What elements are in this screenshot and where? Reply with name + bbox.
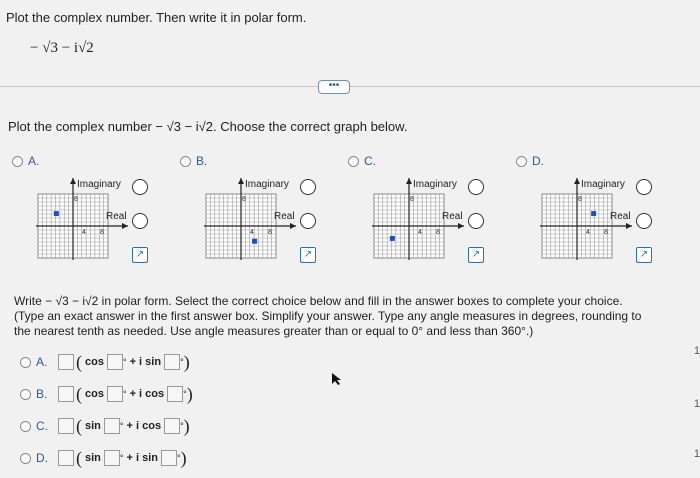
imaginary-axis-label: Imaginary	[413, 179, 457, 190]
part1-instruction: Plot the complex number − √3 − i√2. Choose the correct graph below.	[8, 119, 408, 134]
question-expression: − √3 − i√2	[30, 40, 94, 56]
degree-sign: °	[180, 357, 184, 367]
real-axis-label: Real	[610, 211, 631, 222]
zoom-in-icon[interactable]	[636, 179, 652, 195]
degree-sign: °	[119, 421, 124, 431]
plotted-point	[591, 211, 596, 216]
tick-label: 8	[242, 196, 246, 203]
complex-plane-grid	[204, 176, 344, 296]
open-external-icon[interactable]: ↗	[132, 247, 148, 263]
divider	[0, 86, 700, 87]
tick-label: 8	[100, 229, 104, 236]
more-button[interactable]: •••	[318, 80, 350, 94]
cursor-arrow-icon	[331, 372, 343, 386]
tick-label: 4	[586, 229, 590, 236]
open-paren: (	[76, 383, 82, 404]
polar-choice-row	[20, 384, 193, 404]
edge-number: 1	[693, 448, 700, 460]
plotted-point	[390, 236, 395, 241]
polar-choice-radio[interactable]	[20, 357, 31, 368]
open-external-icon[interactable]: ↗	[468, 247, 484, 263]
close-paren: )	[186, 383, 193, 404]
degree-sign: °	[183, 389, 187, 399]
tick-label: 8	[604, 229, 608, 236]
imaginary-axis-label: Imaginary	[245, 179, 289, 190]
complex-plane-grid	[540, 176, 680, 296]
real-axis-label: Real	[106, 211, 127, 222]
complex-plane-grid	[372, 176, 512, 296]
question-prompt: Plot the complex number. Then write it in polar form.	[6, 10, 307, 25]
graph-option-letter[interactable]: C.	[364, 154, 376, 168]
modulus-input[interactable]	[58, 418, 74, 434]
close-paren: )	[183, 351, 190, 372]
angle-input-1[interactable]	[104, 418, 120, 434]
zoom-in-icon[interactable]	[468, 179, 484, 195]
edge-number: 1	[693, 345, 700, 357]
trig-function-1: sin	[85, 420, 101, 432]
real-axis-label: Real	[274, 211, 295, 222]
degree-sign: °	[177, 453, 181, 463]
angle-input-2[interactable]	[161, 450, 177, 466]
imaginary-axis-label: Imaginary	[581, 179, 625, 190]
angle-input-2[interactable]	[164, 354, 180, 370]
zoom-out-icon[interactable]	[636, 213, 652, 229]
open-external-icon[interactable]: ↗	[636, 247, 652, 263]
trig-function-2: + i sin	[129, 356, 162, 368]
graph-option-plot[interactable]	[204, 176, 344, 296]
angle-input-1[interactable]	[104, 450, 120, 466]
tick-label: 8	[578, 196, 582, 203]
tick-label: 4	[82, 229, 86, 236]
graph-option-letter[interactable]: D.	[532, 154, 544, 168]
degree-sign: °	[119, 453, 124, 463]
trig-function-1: cos	[85, 356, 104, 368]
polar-choice-letter[interactable]: A.	[36, 355, 48, 369]
trig-function-1: sin	[85, 452, 101, 464]
trig-function-1: cos	[85, 388, 104, 400]
part2-line3: the nearest tenth as needed. Use angle measures greater than or equal to 0° and less than 360°.)	[14, 324, 534, 338]
tick-label: 8	[436, 229, 440, 236]
imaginary-axis-label: Imaginary	[77, 179, 121, 190]
part2-line2: (Type an exact answer in the first answer box. Simplify your answer. Type any angle measures in degrees, rounding to	[14, 309, 642, 323]
degree-sign: °	[180, 421, 184, 431]
angle-input-1[interactable]	[107, 386, 123, 402]
zoom-in-icon[interactable]	[300, 179, 316, 195]
close-paren: )	[183, 415, 190, 436]
polar-choice-letter[interactable]: C.	[36, 419, 48, 433]
degree-sign: °	[122, 357, 127, 367]
tick-label: 8	[410, 196, 414, 203]
zoom-out-icon[interactable]	[468, 213, 484, 229]
angle-input-2[interactable]	[167, 386, 183, 402]
open-external-icon[interactable]: ↗	[300, 247, 316, 263]
tick-label: 4	[250, 229, 254, 236]
modulus-input[interactable]	[58, 386, 74, 402]
modulus-input[interactable]	[58, 354, 74, 370]
graph-option-plot[interactable]	[540, 176, 680, 296]
modulus-input[interactable]	[58, 450, 74, 466]
plotted-point	[252, 239, 257, 244]
polar-choice-row	[20, 352, 190, 372]
polar-choice-row	[20, 448, 187, 468]
graph-option-letter[interactable]: B.	[196, 154, 208, 168]
edge-number: 1	[693, 398, 700, 410]
trig-function-2: + i cos	[126, 420, 162, 432]
zoom-in-icon[interactable]	[132, 179, 148, 195]
graph-option-radio[interactable]	[348, 156, 359, 167]
complex-plane-grid	[36, 176, 176, 296]
graph-option-radio[interactable]	[12, 156, 23, 167]
open-paren: (	[76, 351, 82, 372]
open-paren: (	[76, 415, 82, 436]
polar-choice-radio[interactable]	[20, 453, 31, 464]
tick-label: 8	[74, 196, 78, 203]
polar-choice-letter[interactable]: D.	[36, 451, 48, 465]
angle-input-2[interactable]	[164, 418, 180, 434]
polar-choice-radio[interactable]	[20, 389, 31, 400]
open-paren: (	[76, 447, 82, 468]
part2-line1: Write − √3 − i√2 in polar form. Select the correct choice below and fill in the answer boxes to complete your choice.	[14, 294, 623, 308]
tick-label: 8	[268, 229, 272, 236]
polar-choice-radio[interactable]	[20, 421, 31, 432]
graph-option-plot[interactable]	[372, 176, 512, 296]
graph-option-radio[interactable]	[516, 156, 527, 167]
polar-choice-letter[interactable]: B.	[36, 387, 48, 401]
tick-label: 4	[418, 229, 422, 236]
trig-function-2: + i sin	[126, 452, 159, 464]
degree-sign: °	[122, 389, 127, 399]
real-axis-label: Real	[442, 211, 463, 222]
polar-choice-row	[20, 416, 190, 436]
graph-option-radio[interactable]	[180, 156, 191, 167]
trig-function-2: + i cos	[129, 388, 165, 400]
graph-option-letter[interactable]: A.	[28, 154, 40, 168]
close-paren: )	[180, 447, 187, 468]
part2-instructions	[14, 294, 641, 339]
graph-option-plot[interactable]	[36, 176, 176, 296]
zoom-out-icon[interactable]	[300, 213, 316, 229]
angle-input-1[interactable]	[107, 354, 123, 370]
plotted-point	[54, 211, 59, 216]
zoom-out-icon[interactable]	[132, 213, 148, 229]
